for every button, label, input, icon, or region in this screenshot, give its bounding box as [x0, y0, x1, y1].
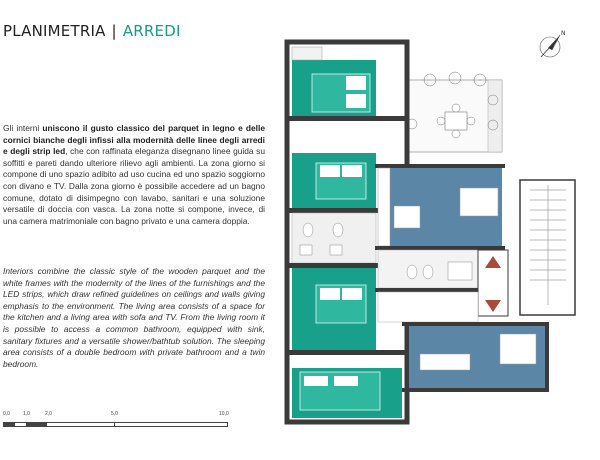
scale-label-10: 10,0	[219, 411, 229, 417]
scale-label-2: 2,0	[45, 411, 52, 417]
hallway	[378, 292, 478, 322]
description-it-part1: Gli interni	[3, 123, 43, 133]
scale-label-1: 1,0	[23, 411, 30, 417]
description-it-bold: uniscono il gusto classico del parquet in legno e delle cornici bianche degli infissi alla modernità delle linee degli arredi e degli strip led	[3, 123, 265, 157]
page-title	[3, 22, 181, 40]
outdoor-table	[445, 112, 467, 130]
floor-plan	[270, 20, 590, 440]
title-main: PLANIMETRIA	[3, 22, 106, 40]
kitchen-lower	[500, 334, 536, 364]
sofa	[420, 354, 470, 370]
dining-table	[394, 206, 420, 228]
title-accent: ARREDI	[122, 22, 181, 40]
scale-label-0: 0,0	[3, 411, 10, 417]
scale-label-5: 5,0	[111, 411, 118, 417]
north-label: N	[561, 30, 566, 37]
bathroom-middle	[292, 213, 376, 263]
description-it-part2: , che con raffinata eleganza disegnano linee guida su soffitti e pareti dando ulteriore rilievo agli ambienti. La zona giorno si compone di uno spazio adibito ad uso cucina ed uno spazio soggiorno con divano e TV. Dalla zona giorno è possibile accedere ad un bagno comune, dotato di disimpegno con lavabo, sanitari e una soluzione versatile di doccia con vasca. La zona notte si compone, invece, di una camera matrimoniale con bagno privato e una camera doppia.	[3, 146, 265, 226]
kitchen-counter	[460, 188, 498, 216]
bathroom-private	[292, 47, 322, 60]
description-italian	[3, 123, 265, 227]
title-separator: |	[111, 22, 117, 40]
description-english: Interiors combine the classic style of the wooden parquet and the white frames with the modernity of the lines of the furnishings and the LED strips, which draw refined guidelines on ceilings and walls giving emphasis to the environment. The living area consists of a space for the kitchen and a living area with sofa and TV. From the living room it is possible to access a common bathroom, equipped with sink, sanitary fixtures and a versatile shower/bathtub solution. The sleeping area consists of a double bedroom with private bathroom and a twin bedroom.	[3, 266, 265, 369]
scale-bar	[3, 410, 233, 440]
scale-bar-rule	[3, 422, 228, 427]
